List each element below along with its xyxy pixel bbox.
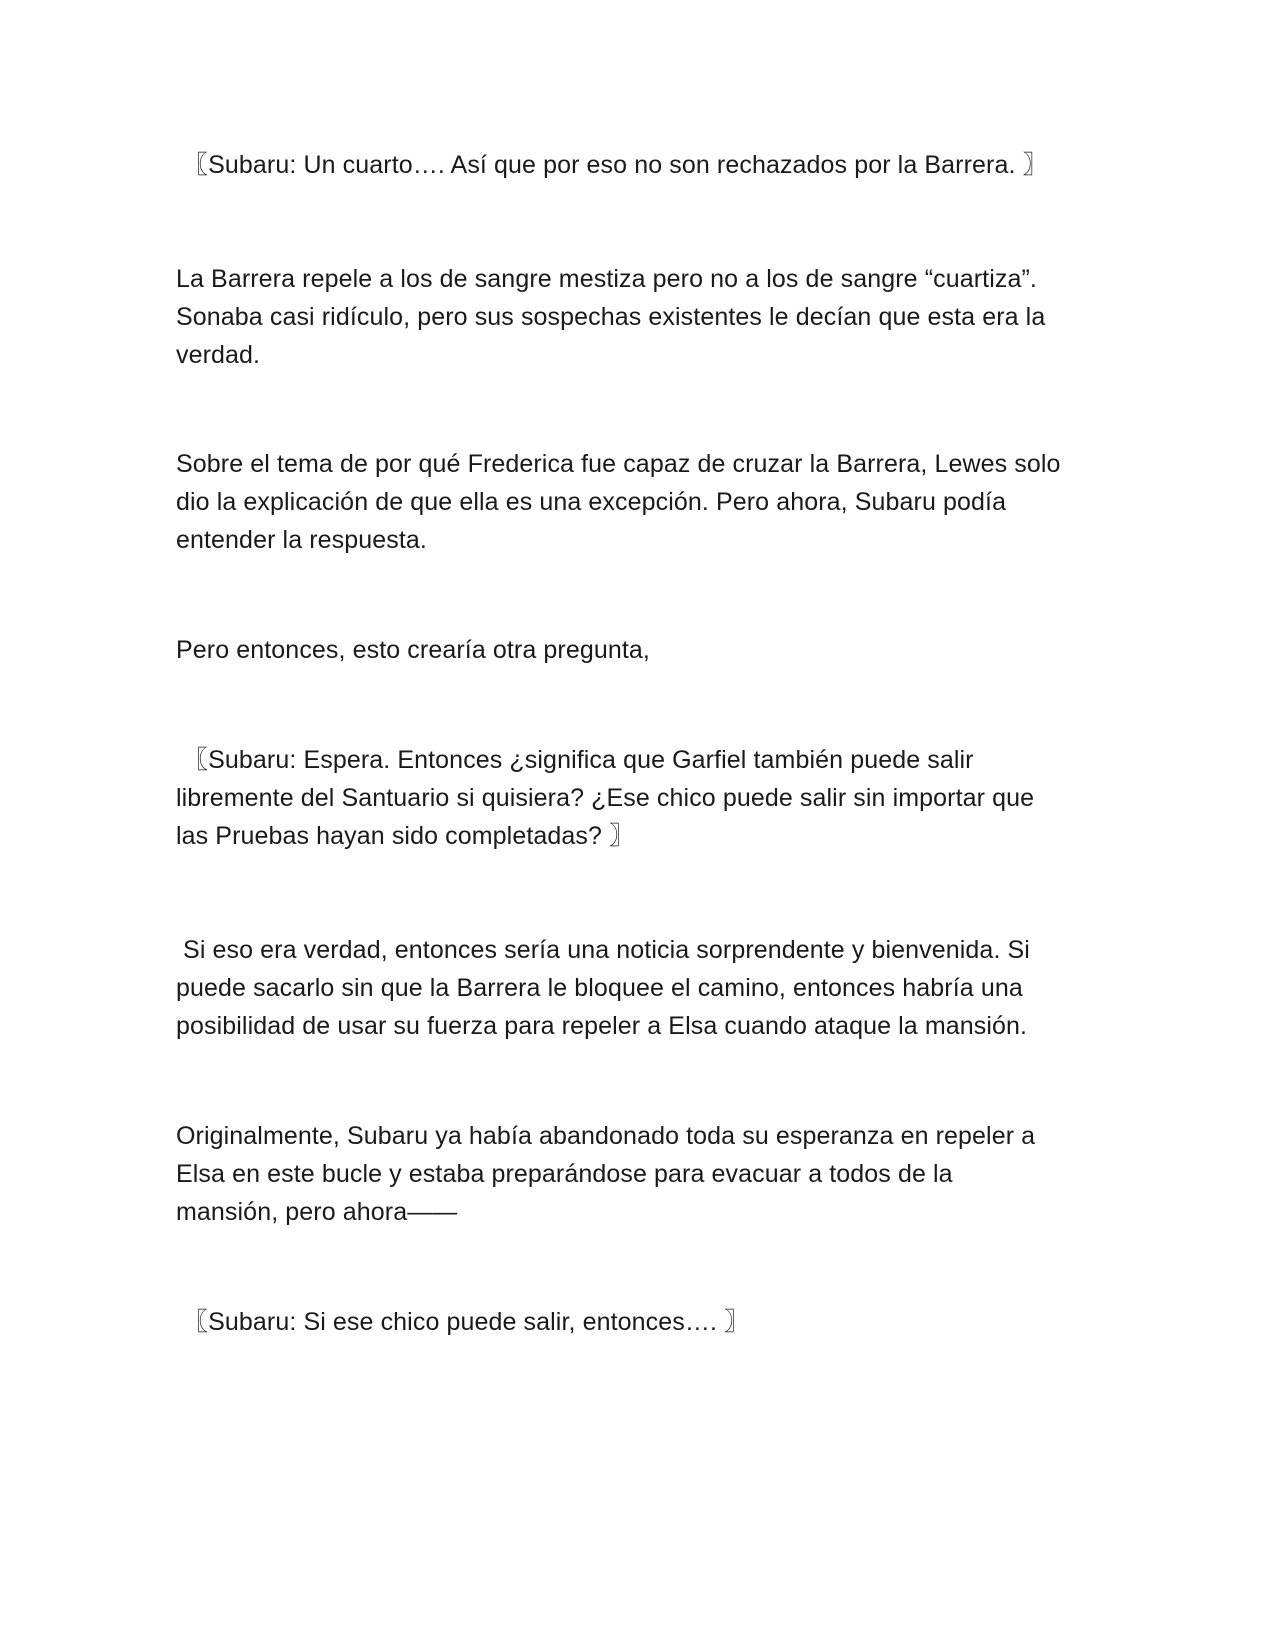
dialogue-paragraph: 〖Subaru: Espera. Entonces ¿significa que Garfiel también puede salir libremente del Santuario si quisiera? ¿Ese chico puede salir sin importar que las Pruebas hayan sido completadas? 〗 [176, 746, 1035, 850]
narration-paragraph: Si eso era verdad, entonces sería una noticia sorprendente y bienvenida. Si puede sacarlo sin que la Barrera le bloquee el camino, entonces habría una posibilidad de usar su fuerza para repeler a Elsa cuando ataque la mansión. [176, 936, 1030, 1040]
dialogue-paragraph: 〖Subaru: Si ese chico puede salir, entonces…. 〗 [176, 1308, 750, 1336]
narration-paragraph: Pero entonces, esto crearía otra pregunta, [176, 636, 650, 664]
dialogue-paragraph: 〖Subaru: Un cuarto…. Así que por eso no son rechazados por la Barrera. 〗 [176, 151, 1048, 179]
narration-paragraph: La Barrera repele a los de sangre mestiza pero no a los de sangre “cuartiza”. Sonaba casi ridículo, pero sus sospechas existentes le decían que esta era la verdad. [176, 265, 1046, 369]
narration-paragraph: Originalmente, Subaru ya había abandonado toda su esperanza en repeler a Elsa en este bucle y estaba preparándose para evacuar a todos de la mansión, pero ahora—— [176, 1122, 1036, 1226]
narration-paragraph: Sobre el tema de por qué Frederica fue capaz de cruzar la Barrera, Lewes solo dio la explicación de que ella es una excepción. Pero ahora, Subaru podía entender la respuesta. [176, 450, 1061, 554]
